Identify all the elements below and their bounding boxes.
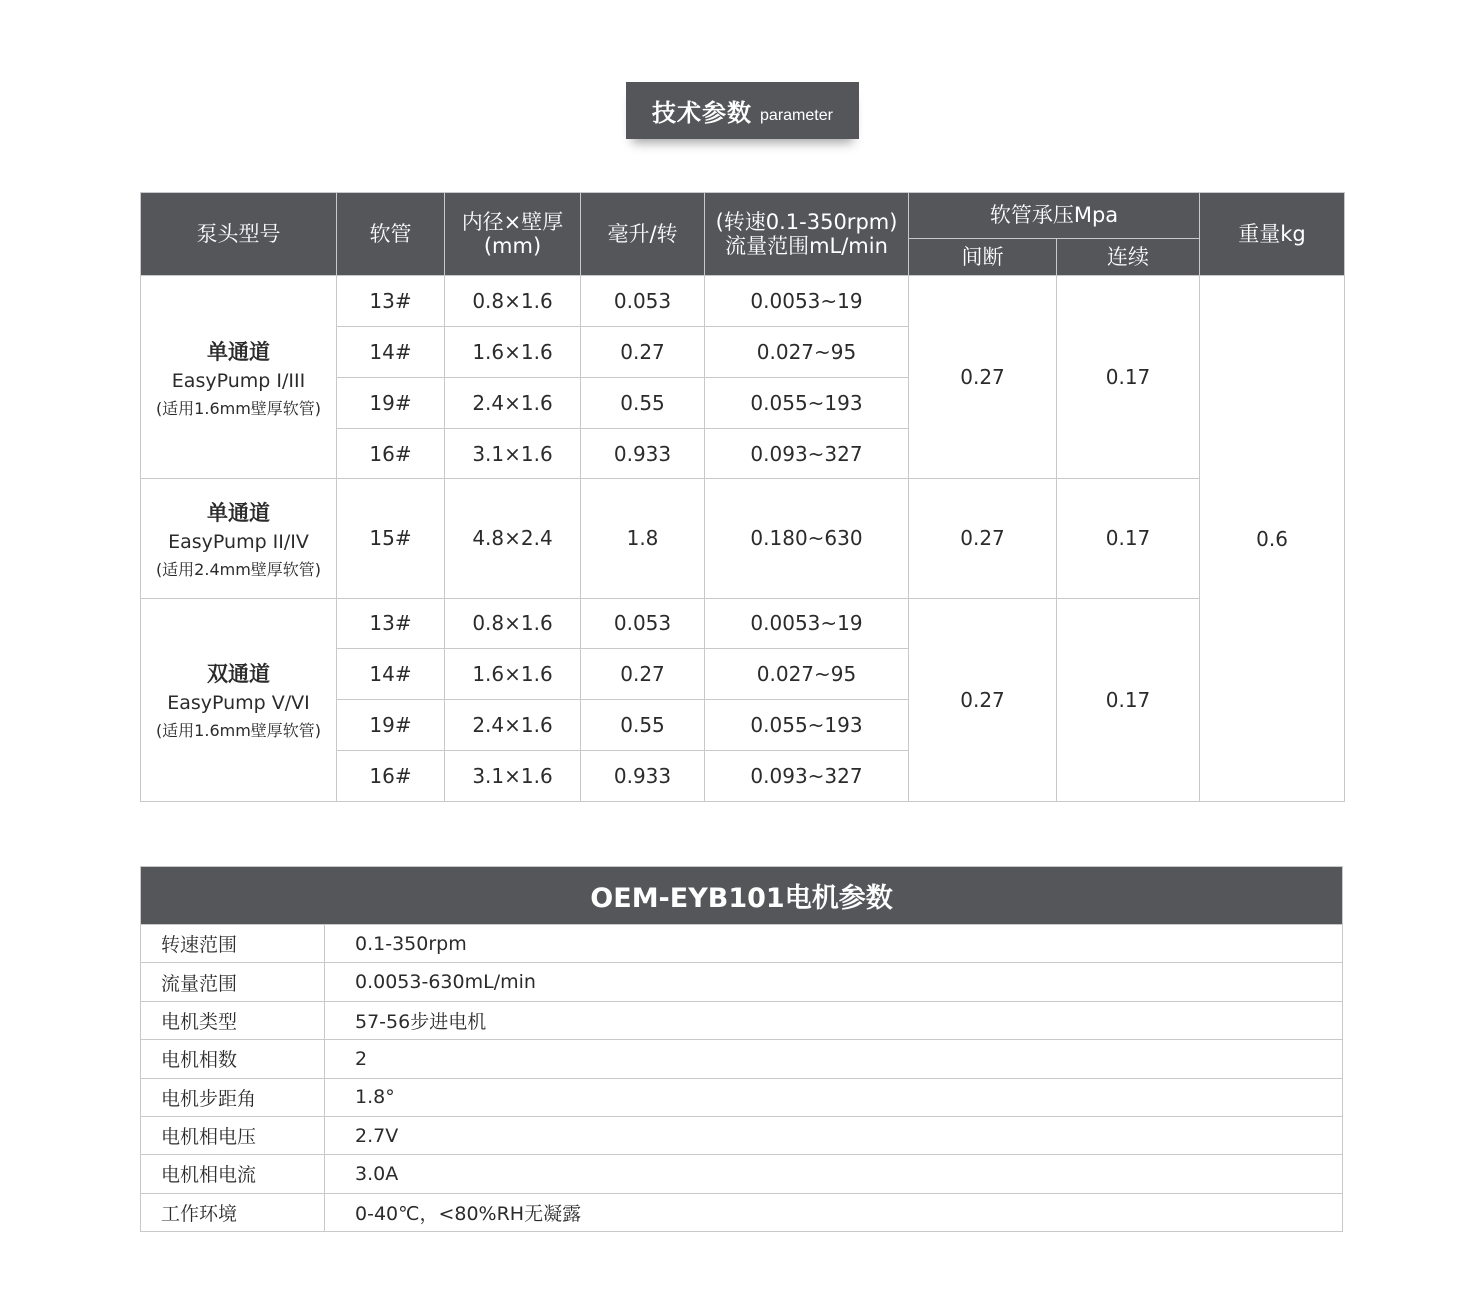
flow-cell: 0.180~630 [705, 479, 909, 598]
size-cell: 3.1×1.6 [445, 428, 581, 479]
model-name: EasyPump V/VI [167, 692, 310, 715]
intermittent-cell: 0.27 [909, 479, 1057, 598]
header-ml-per-rev: 毫升/转 [581, 193, 705, 276]
size-cell: 0.8×1.6 [445, 276, 581, 327]
size-cell: 1.6×1.6 [445, 649, 581, 700]
table-row [141, 598, 1345, 649]
tube-cell: 13# [337, 276, 445, 327]
motor-label: 电机步距角 [141, 1078, 325, 1116]
table-row [141, 1155, 1343, 1193]
motor-label: 电机相电压 [141, 1116, 325, 1154]
motor-parameter-table [140, 866, 1343, 1232]
model-note: (适用2.4mm壁厚软管) [155, 559, 322, 579]
header-weight: 重量kg [1200, 193, 1345, 276]
tube-cell: 19# [337, 700, 445, 751]
ml-cell: 0.27 [581, 326, 705, 377]
header-flow-line2: 流量范围mL/min [725, 234, 888, 258]
section-title-badge [626, 82, 859, 139]
header-intermittent: 间断 [909, 239, 1057, 276]
flow-cell: 0.0053~19 [705, 598, 909, 649]
ml-cell: 1.8 [581, 479, 705, 598]
table-row [141, 963, 1343, 1001]
motor-value: 3.0A [325, 1155, 1343, 1193]
continuous-cell: 0.17 [1057, 598, 1200, 802]
flow-cell: 0.055~193 [705, 700, 909, 751]
weight-cell: 0.6 [1200, 276, 1345, 802]
tube-cell: 16# [337, 428, 445, 479]
header-continuous: 连续 [1057, 239, 1200, 276]
size-cell: 4.8×2.4 [445, 479, 581, 598]
tube-cell: 13# [337, 598, 445, 649]
table-row [141, 276, 1345, 327]
ml-cell: 0.55 [581, 700, 705, 751]
ml-cell: 0.55 [581, 377, 705, 428]
flow-cell: 0.093~327 [705, 751, 909, 802]
motor-label: 转速范围 [141, 925, 325, 963]
flow-cell: 0.055~193 [705, 377, 909, 428]
motor-value: 1.8° [325, 1078, 1343, 1116]
header-inner-wall-label: 内径×壁厚 [461, 209, 564, 234]
motor-label: 工作环境 [141, 1193, 325, 1231]
header-tube: 软管 [337, 193, 445, 276]
table-row [141, 479, 1345, 598]
section-title: 技术参数 [652, 99, 753, 127]
motor-value: 57-56步进电机 [325, 1001, 1343, 1039]
ml-cell: 0.053 [581, 598, 705, 649]
tube-cell: 14# [337, 326, 445, 377]
model-name: EasyPump I/III [171, 369, 306, 392]
model-note: (适用1.6mm壁厚软管) [155, 398, 322, 418]
table-row [141, 1078, 1343, 1116]
continuous-cell: 0.17 [1057, 276, 1200, 479]
motor-label: 电机相数 [141, 1040, 325, 1078]
pump-parameter-table [140, 192, 1345, 802]
tube-cell: 15# [337, 479, 445, 598]
tube-cell: 16# [337, 751, 445, 802]
intermittent-cell: 0.27 [909, 598, 1057, 802]
flow-cell: 0.027~95 [705, 649, 909, 700]
motor-value: 0-40℃，<80%RH无凝露 [325, 1193, 1343, 1231]
motor-label: 电机相电流 [141, 1155, 325, 1193]
model-channel: 单通道 [207, 339, 270, 364]
size-cell: 3.1×1.6 [445, 751, 581, 802]
table-row [141, 1116, 1343, 1154]
header-flow-line1: (转速0.1-350rpm) [715, 209, 898, 234]
header-pressure: 软管承压Mpa [909, 193, 1200, 239]
ml-cell: 0.933 [581, 751, 705, 802]
ml-cell: 0.933 [581, 428, 705, 479]
flow-cell: 0.027~95 [705, 326, 909, 377]
motor-value: 0.0053-630mL/min [325, 963, 1343, 1001]
model-cell [141, 479, 337, 598]
tube-cell: 14# [337, 649, 445, 700]
header-inner-wall-unit: (mm) [483, 234, 542, 258]
motor-value: 2 [325, 1040, 1343, 1078]
size-cell: 2.4×1.6 [445, 377, 581, 428]
table-row [141, 1040, 1343, 1078]
model-channel: 单通道 [207, 500, 270, 525]
tube-cell: 19# [337, 377, 445, 428]
table-row [141, 1193, 1343, 1231]
flow-cell: 0.093~327 [705, 428, 909, 479]
ml-cell: 0.27 [581, 649, 705, 700]
header-inner-wall [445, 193, 581, 276]
ml-cell: 0.053 [581, 276, 705, 327]
table-row [141, 1001, 1343, 1039]
model-note: (适用1.6mm壁厚软管) [155, 721, 322, 741]
motor-table-title: OEM-EYB101电机参数 [141, 867, 1343, 925]
header-model: 泵头型号 [141, 193, 337, 276]
flow-cell: 0.0053~19 [705, 276, 909, 327]
size-cell: 0.8×1.6 [445, 598, 581, 649]
size-cell: 2.4×1.6 [445, 700, 581, 751]
model-cell [141, 598, 337, 802]
model-channel: 双通道 [207, 662, 270, 687]
size-cell: 1.6×1.6 [445, 326, 581, 377]
motor-label: 流量范围 [141, 963, 325, 1001]
model-cell [141, 276, 337, 479]
model-name: EasyPump II/IV [168, 530, 309, 553]
motor-label: 电机类型 [141, 1001, 325, 1039]
motor-value: 2.7V [325, 1116, 1343, 1154]
header-flow-range [705, 193, 909, 276]
table-row [141, 925, 1343, 963]
continuous-cell: 0.17 [1057, 479, 1200, 598]
motor-value: 0.1-350rpm [325, 925, 1343, 963]
section-subtitle: parameter [760, 106, 833, 124]
intermittent-cell: 0.27 [909, 276, 1057, 479]
